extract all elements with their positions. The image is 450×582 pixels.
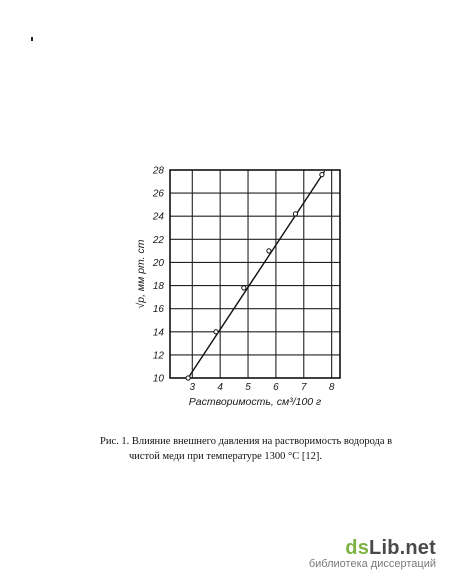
x-tick-label: 4 bbox=[217, 382, 223, 393]
plot-frame bbox=[170, 170, 340, 378]
y-tick-label: 12 bbox=[152, 350, 164, 362]
data-point bbox=[214, 330, 218, 334]
plot-border bbox=[170, 170, 340, 378]
chart-figure bbox=[130, 160, 355, 410]
y-tick-label: 24 bbox=[152, 211, 164, 223]
y-tick-labels bbox=[152, 166, 165, 385]
y-tick-label: 20 bbox=[152, 257, 164, 269]
x-tick-label: 5 bbox=[245, 382, 251, 393]
chart-svg bbox=[130, 160, 355, 410]
watermark bbox=[309, 537, 436, 570]
caption-line-1: Рис. 1. Влияние внешнего давления на растворимость водорода в bbox=[100, 436, 393, 447]
y-tick-label: 18 bbox=[152, 281, 164, 293]
watermark-logo bbox=[309, 537, 436, 560]
data-point bbox=[320, 173, 324, 177]
y-tick-label: 26 bbox=[152, 188, 164, 200]
watermark-logo-rest: Lib.net bbox=[369, 537, 436, 559]
y-tick-label: 16 bbox=[152, 304, 164, 316]
data-point bbox=[242, 286, 246, 290]
y-tick-label: 10 bbox=[152, 373, 164, 385]
x-axis-label: Растворимость, см³/100 г bbox=[188, 396, 322, 408]
scan-speck bbox=[31, 37, 33, 41]
caption-line-2: чистой меди при температуре 1300 °С [12]. bbox=[129, 451, 322, 462]
y-tick-label: 28 bbox=[152, 165, 164, 177]
x-tick-label: 8 bbox=[328, 382, 335, 393]
data-point bbox=[293, 212, 297, 216]
grid bbox=[170, 170, 340, 378]
watermark-tagline: библиотека диссертаций bbox=[308, 558, 436, 570]
data-point bbox=[267, 249, 271, 253]
watermark-logo-ds: ds bbox=[345, 537, 370, 559]
data-point bbox=[186, 376, 190, 380]
x-tick-labels bbox=[190, 382, 335, 393]
x-tick-label: 3 bbox=[189, 382, 196, 393]
y-tick-label: 14 bbox=[152, 327, 164, 339]
y-axis-label: √p, мм рт. ст bbox=[135, 239, 147, 309]
x-tick-label: 7 bbox=[300, 382, 307, 393]
x-tick-label: 6 bbox=[273, 382, 279, 393]
figure-caption bbox=[100, 434, 430, 464]
y-tick-label: 22 bbox=[152, 234, 164, 246]
